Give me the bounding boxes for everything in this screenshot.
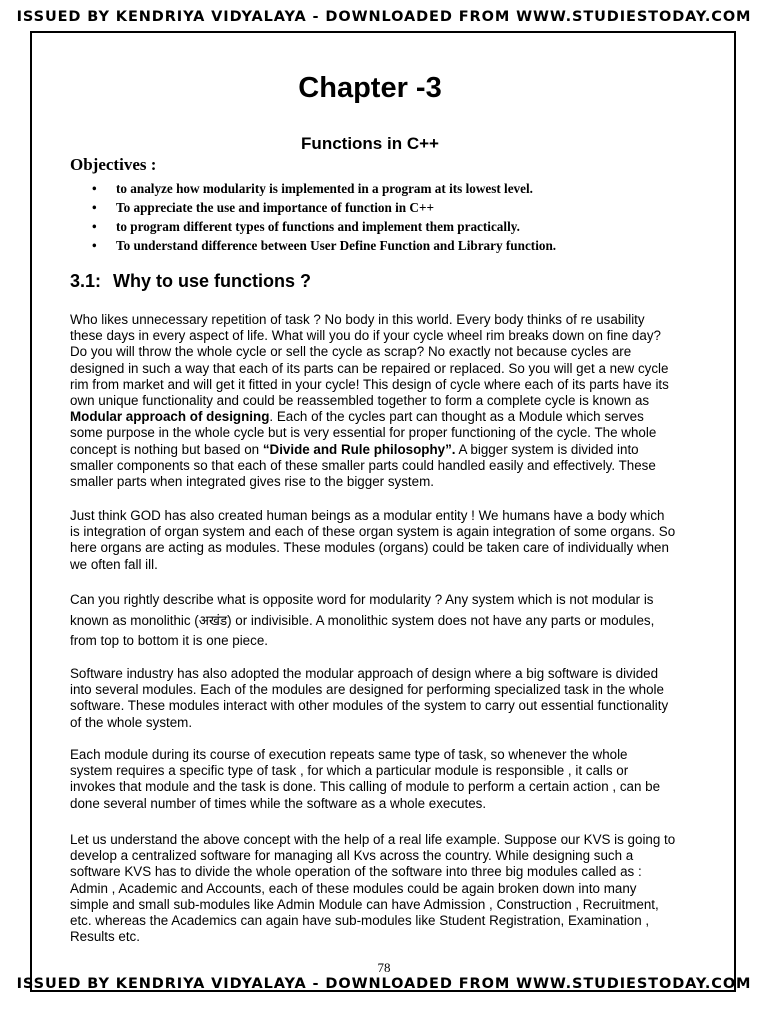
- text-line: Let us understand the above concept with the help of a real life example. Suppose our KVS is going to: [70, 832, 676, 847]
- objective-item: [70, 179, 556, 198]
- text-run: A bigger system is divided into: [455, 441, 639, 457]
- paragraph-human-body: [70, 508, 710, 573]
- text-line: known as monolithic (अखंड) or indivisible. A monolithic system does not have any parts or modules,: [70, 612, 655, 628]
- bullet-icon: •: [92, 238, 97, 253]
- text-line: some purpose in the whole cycle but is very essential for proper functioning of the cycle. The whole: [70, 425, 657, 441]
- objectives-heading: Objectives :: [70, 155, 157, 174]
- emphasis-text: “Divide and Rule philosophy”.: [262, 441, 456, 457]
- objective-item: [70, 217, 556, 236]
- section-title: Why to use functions ?: [113, 271, 312, 291]
- text-line: Just think GOD has also created human beings as a modular entity ! We humans have a body which: [70, 508, 665, 523]
- text-line: rim from market and will get it fitted in your cycle! This design of cycle where each of its parts have its: [70, 376, 669, 392]
- objective-text: to analyze how modularity is implemented in a program at its lowest level.: [116, 181, 533, 196]
- section-number: 3.1:: [70, 271, 102, 291]
- emphasis-text: Modular approach of designing: [70, 409, 270, 425]
- objective-text: To understand difference between User Define Function and Library function.: [116, 238, 557, 253]
- bullet-icon: •: [92, 181, 97, 196]
- chapter-subtitle: Functions in C++: [301, 134, 439, 153]
- paragraph-software-industry: [70, 666, 710, 731]
- header-banner: ISSUED BY KENDRIYA VIDYALAYA - DOWNLOADED FROM WWW.STUDIESTODAY.COM: [16, 9, 752, 25]
- text-line: Each module during its course of execution repeats same type of task, so whenever the whole: [70, 747, 628, 762]
- text-line: designed in such a way that each of its parts can be repaired or replaced. So you will get a new cycle: [70, 360, 669, 376]
- text-line: etc. whereas the Academics can again have sub-modules like Student Registration, Examination ,: [70, 913, 650, 929]
- bullet-icon: •: [92, 200, 97, 215]
- objectives-list: [70, 179, 556, 255]
- objective-item: [70, 236, 556, 255]
- text-line: into several modules. Each of the modules are designed for performing specialized task in the whole: [70, 682, 664, 698]
- text-line: simple and small sub-modules like Admin Module can have Admission , Construction , Recruitment,: [70, 896, 659, 912]
- text-line: smaller parts when integrated gives rise to the bigger system.: [70, 474, 434, 490]
- paragraph-monolithic: [70, 590, 710, 652]
- text-line: smaller components so that each of these smaller parts could handled easily and effectively. These: [70, 457, 656, 473]
- text-line: these days in every aspect of life. What will you do if your cycle wheel rim breaks down on fine day?: [70, 328, 661, 344]
- text-line: own unique functionality and could be reassembled together to form a complete cycle is known as: [70, 393, 650, 409]
- objective-item: [70, 198, 556, 217]
- footer-banner: ISSUED BY KENDRIYA VIDYALAYA - DOWNLOADED FROM WWW.STUDIESTODAY.COM: [16, 976, 752, 992]
- paragraph-kvs-example: [70, 832, 710, 945]
- text-line: done several number of times while the software as a whole executes.: [70, 795, 487, 811]
- page-number: 78: [377, 960, 391, 975]
- objective-text: to program different types of functions and implement them practically.: [116, 219, 520, 234]
- text-line: Results etc.: [70, 929, 140, 945]
- text-line: Can you rightly describe what is opposite word for modularity ? Any system which is not modular is: [70, 592, 654, 607]
- paragraph-module-execution: [70, 747, 710, 812]
- text-line: of the whole system.: [70, 714, 193, 730]
- text-line: software KVS has to divide the whole operation of the software into three big modules called as :: [70, 864, 642, 880]
- objective-text: To appreciate the use and importance of function in C++: [116, 200, 434, 215]
- text-line: we often fall ill.: [70, 556, 158, 572]
- text-line: [70, 409, 710, 425]
- text-run: concept is nothing but based on: [70, 441, 263, 457]
- chapter-title: Chapter -3: [298, 72, 442, 104]
- bullet-icon: •: [92, 219, 97, 234]
- text-line: software. These modules interact with other modules of the system to carry out essential functionality: [70, 698, 669, 714]
- text-line: [70, 442, 710, 458]
- text-line: Software industry has also adopted the modular approach of design where a big software is divided: [70, 666, 659, 681]
- paragraph-modularity-cycle: [70, 312, 710, 490]
- text-line: Admin , Academic and Accounts, each of these modules could be again broken down into many: [70, 880, 637, 896]
- text-run: . Each of the cycles part can thought as a Module which serves: [269, 409, 644, 425]
- text-line: is integration of organ system and each of these organ system is again integration of some organs. So: [70, 524, 676, 540]
- text-line: from top to bottom it is one piece.: [70, 633, 268, 648]
- text-line: develop a centralized software for managing all Kvs across the country. While designing such a: [70, 848, 634, 864]
- text-line: invokes that module and the task is done. This calling of module to perform a certain action , can be: [70, 779, 661, 795]
- text-line: Do you will throw the whole cycle or sell the cycle as scrap? No exactly not because cycles are: [70, 344, 632, 360]
- section-heading: [70, 271, 311, 292]
- text-line: here organs are acting as modules. These modules (organs) could be taken care of individually when: [70, 540, 669, 556]
- text-line: system requires a specific type of task , for which a particular module is responsible , it calls or: [70, 763, 629, 779]
- text-line: Who likes unnecessary repetition of task ? No body in this world. Every body thinks of re usability: [70, 312, 645, 327]
